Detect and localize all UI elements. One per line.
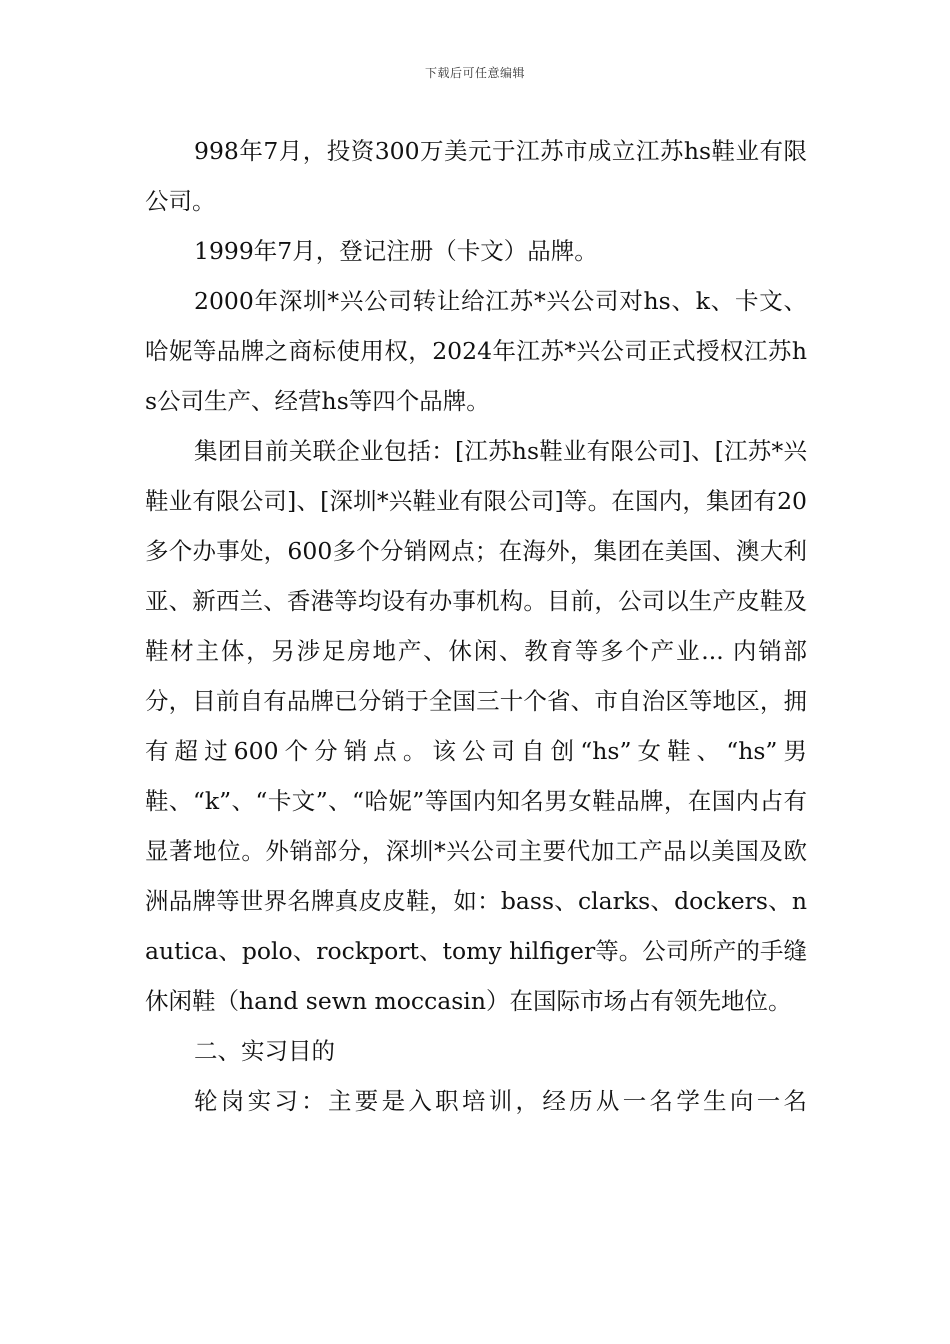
paragraph-trademark-transfer: 2000年深圳*兴公司转让给江苏*兴公司对hs、k、卡文、哈妮等品牌之商标使用权，2024年江苏*兴公司正式授权江苏hs公司生产、经营hs等四个品牌。 [145, 287, 807, 415]
paragraph-founding: 998年7月，投资300万美元于江苏市成立江苏hs鞋业有限公司。 [145, 137, 807, 215]
paragraph-rotation-internship: 轮岗实习：主要是入职培训，经历从一名学生向一名 [194, 1087, 807, 1115]
document-body [145, 126, 807, 1126]
paragraph-group-overview: 集团目前关联企业包括：[江苏hs鞋业有限公司]、[江苏*兴鞋业有限公司]、[深圳*兴鞋业有限公司]等。在国内，集团有20多个办事处，600多个分销网点；在海外，集团在美国、澳大利亚、新西兰、香港等均设有办事机构。目前，公司以生产皮鞋及鞋材主体，另涉足房地产、休闲、教育等多个产业... 内销部分，目前自有品牌已分销于全国三十个省、市自治区等地区，拥有超过600个分销点。该公司自创“hs”女鞋、“hs”男鞋、“k”、“卡文”、“哈妮”等国内知名男女鞋品牌，在国内占有显著地位。外销部分，深圳*兴公司主要代加工产品以美国及欧洲品牌等世界名牌真皮皮鞋，如：bass、clarks、dockers、nautica、polo、rockport、tomy hilfiger等。公司所产的手缝休闲鞋（hand sewn moccasin）在国际市场占有领先地位。 [145, 437, 807, 1015]
page-header: 下载后可任意编辑 [424, 66, 525, 80]
paragraph-brand-registration: 1999年7月，登记注册（卡文）品牌。 [194, 237, 598, 265]
section-heading: 二、实习目的 [194, 1037, 335, 1065]
